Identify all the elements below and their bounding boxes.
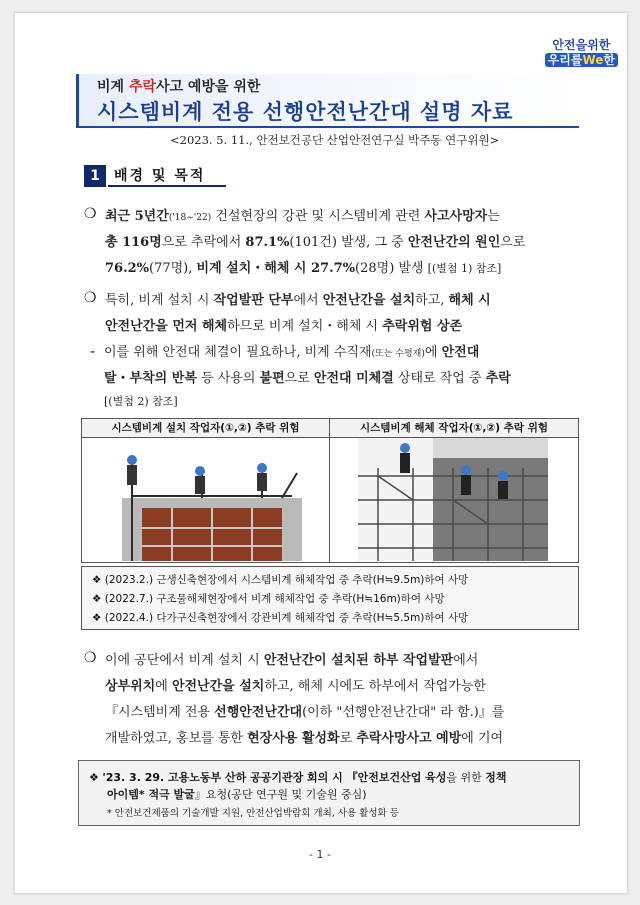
policy-note-line1: ❖ '23. 3. 29. 고용노동부 산하 공공기관장 회의 시 『안전보건산업 육성을 위한 정책 [89, 771, 507, 784]
paragraph-2: 특히, 비계 설치 시 작업발판 단부에서 안전난간을 설치하고, 해체 시 안전난간을 먼저 해체하므로 비계 설치・해체 시 추락위험 상존 [105, 293, 491, 334]
paragraph-3: 이를 위해 안전대 체결이 필요하나, 비계 수직재(또는 수평재)에 안전대 탈・부착의 반복 등 사용의 불편으로 안전대 미체결 상태로 작업 중 추락 [(별첨 2) 참조] [104, 345, 511, 408]
table-divider [329, 419, 330, 562]
policy-note-box [78, 760, 580, 826]
incident-item: ❖ (2022.4.) 다가구신축현장에서 강관비계 해체작업 중 추락(H≒5.5m)하여 사망 [92, 612, 469, 624]
section-number: 1 [84, 165, 106, 187]
policy-note-line2: 아이템* 적극 발굴』요청(공단 연구원 및 기술원 중심) [107, 788, 367, 801]
campaign-logo [545, 38, 618, 67]
page-title: 시스템비계 전용 선행안전난간대 설명 자료 [97, 100, 514, 124]
incident-notes [81, 566, 579, 630]
paragraph-4: 이에 공단에서 비계 설치 시 안전난간이 설치된 하부 작업발판에서 상부위치에 안전난간을 설치하고, 해체 시에도 하부에서 작업가능한 『시스템비계 전용 선행안전난간대(이하 "선행안전난간대" 라 함.)』를 개발하였고, 홍보를 통한 현장사용 활성화로 추락사망사고 예방에 기여 [105, 653, 505, 746]
dash-mark: - [90, 344, 96, 360]
section-title: 배경 및 목적 [108, 165, 226, 187]
paragraph-1: 최근 5년간('18~'22) 건설현장의 강관 및 시스템비계 관련 사고사망자는 총 116명으로 추락에서 87.1%(101건) 발생, 그 중 안전난간의 원인으로 76.2%(77명), 비계 설치・해체 시 27.7%(28명) 발생 [(별첨 1) 참조] [105, 209, 526, 276]
subtitle: 비계 추락사고 예방을 위한 [97, 79, 261, 95]
bullet-mark: ❍ [84, 290, 97, 306]
byline: <2023. 5. 11., 안전보건공단 산업안전연구실 박주동 연구위원> [170, 133, 500, 147]
bullet-mark: ❍ [84, 206, 97, 222]
photo-caption-right: 시스템비계 해체 작업자(①,②) 추락 위험 [330, 419, 578, 438]
policy-footnote: * 안전보건제품의 기술개발 지원, 안전산업박람회 개최, 사용 활성화 등 [107, 808, 399, 819]
title-box [76, 74, 579, 128]
logo-line2: 우리를We한 [545, 53, 618, 67]
photo-table [81, 418, 579, 563]
photo-caption-left: 시스템비계 설치 작업자(①,②) 추락 위험 [82, 419, 329, 438]
incident-item: ❖ (2023.2.) 근생신축현장에서 시스템비계 해체작업 중 추락(H≒9.5m)하여 사망 [92, 574, 469, 586]
logo-line1: 안전을위한 [552, 38, 611, 52]
photo-scaffold-dismantle [358, 438, 548, 561]
page-number: - 1 - [309, 848, 331, 861]
photo-scaffold-install [112, 438, 302, 561]
bullet-mark: ❍ [84, 650, 97, 666]
incident-item: ❖ (2022.7.) 구조물해체현장에서 비계 해체작업 중 추락(H≒16m)하여 사망 [92, 593, 445, 605]
